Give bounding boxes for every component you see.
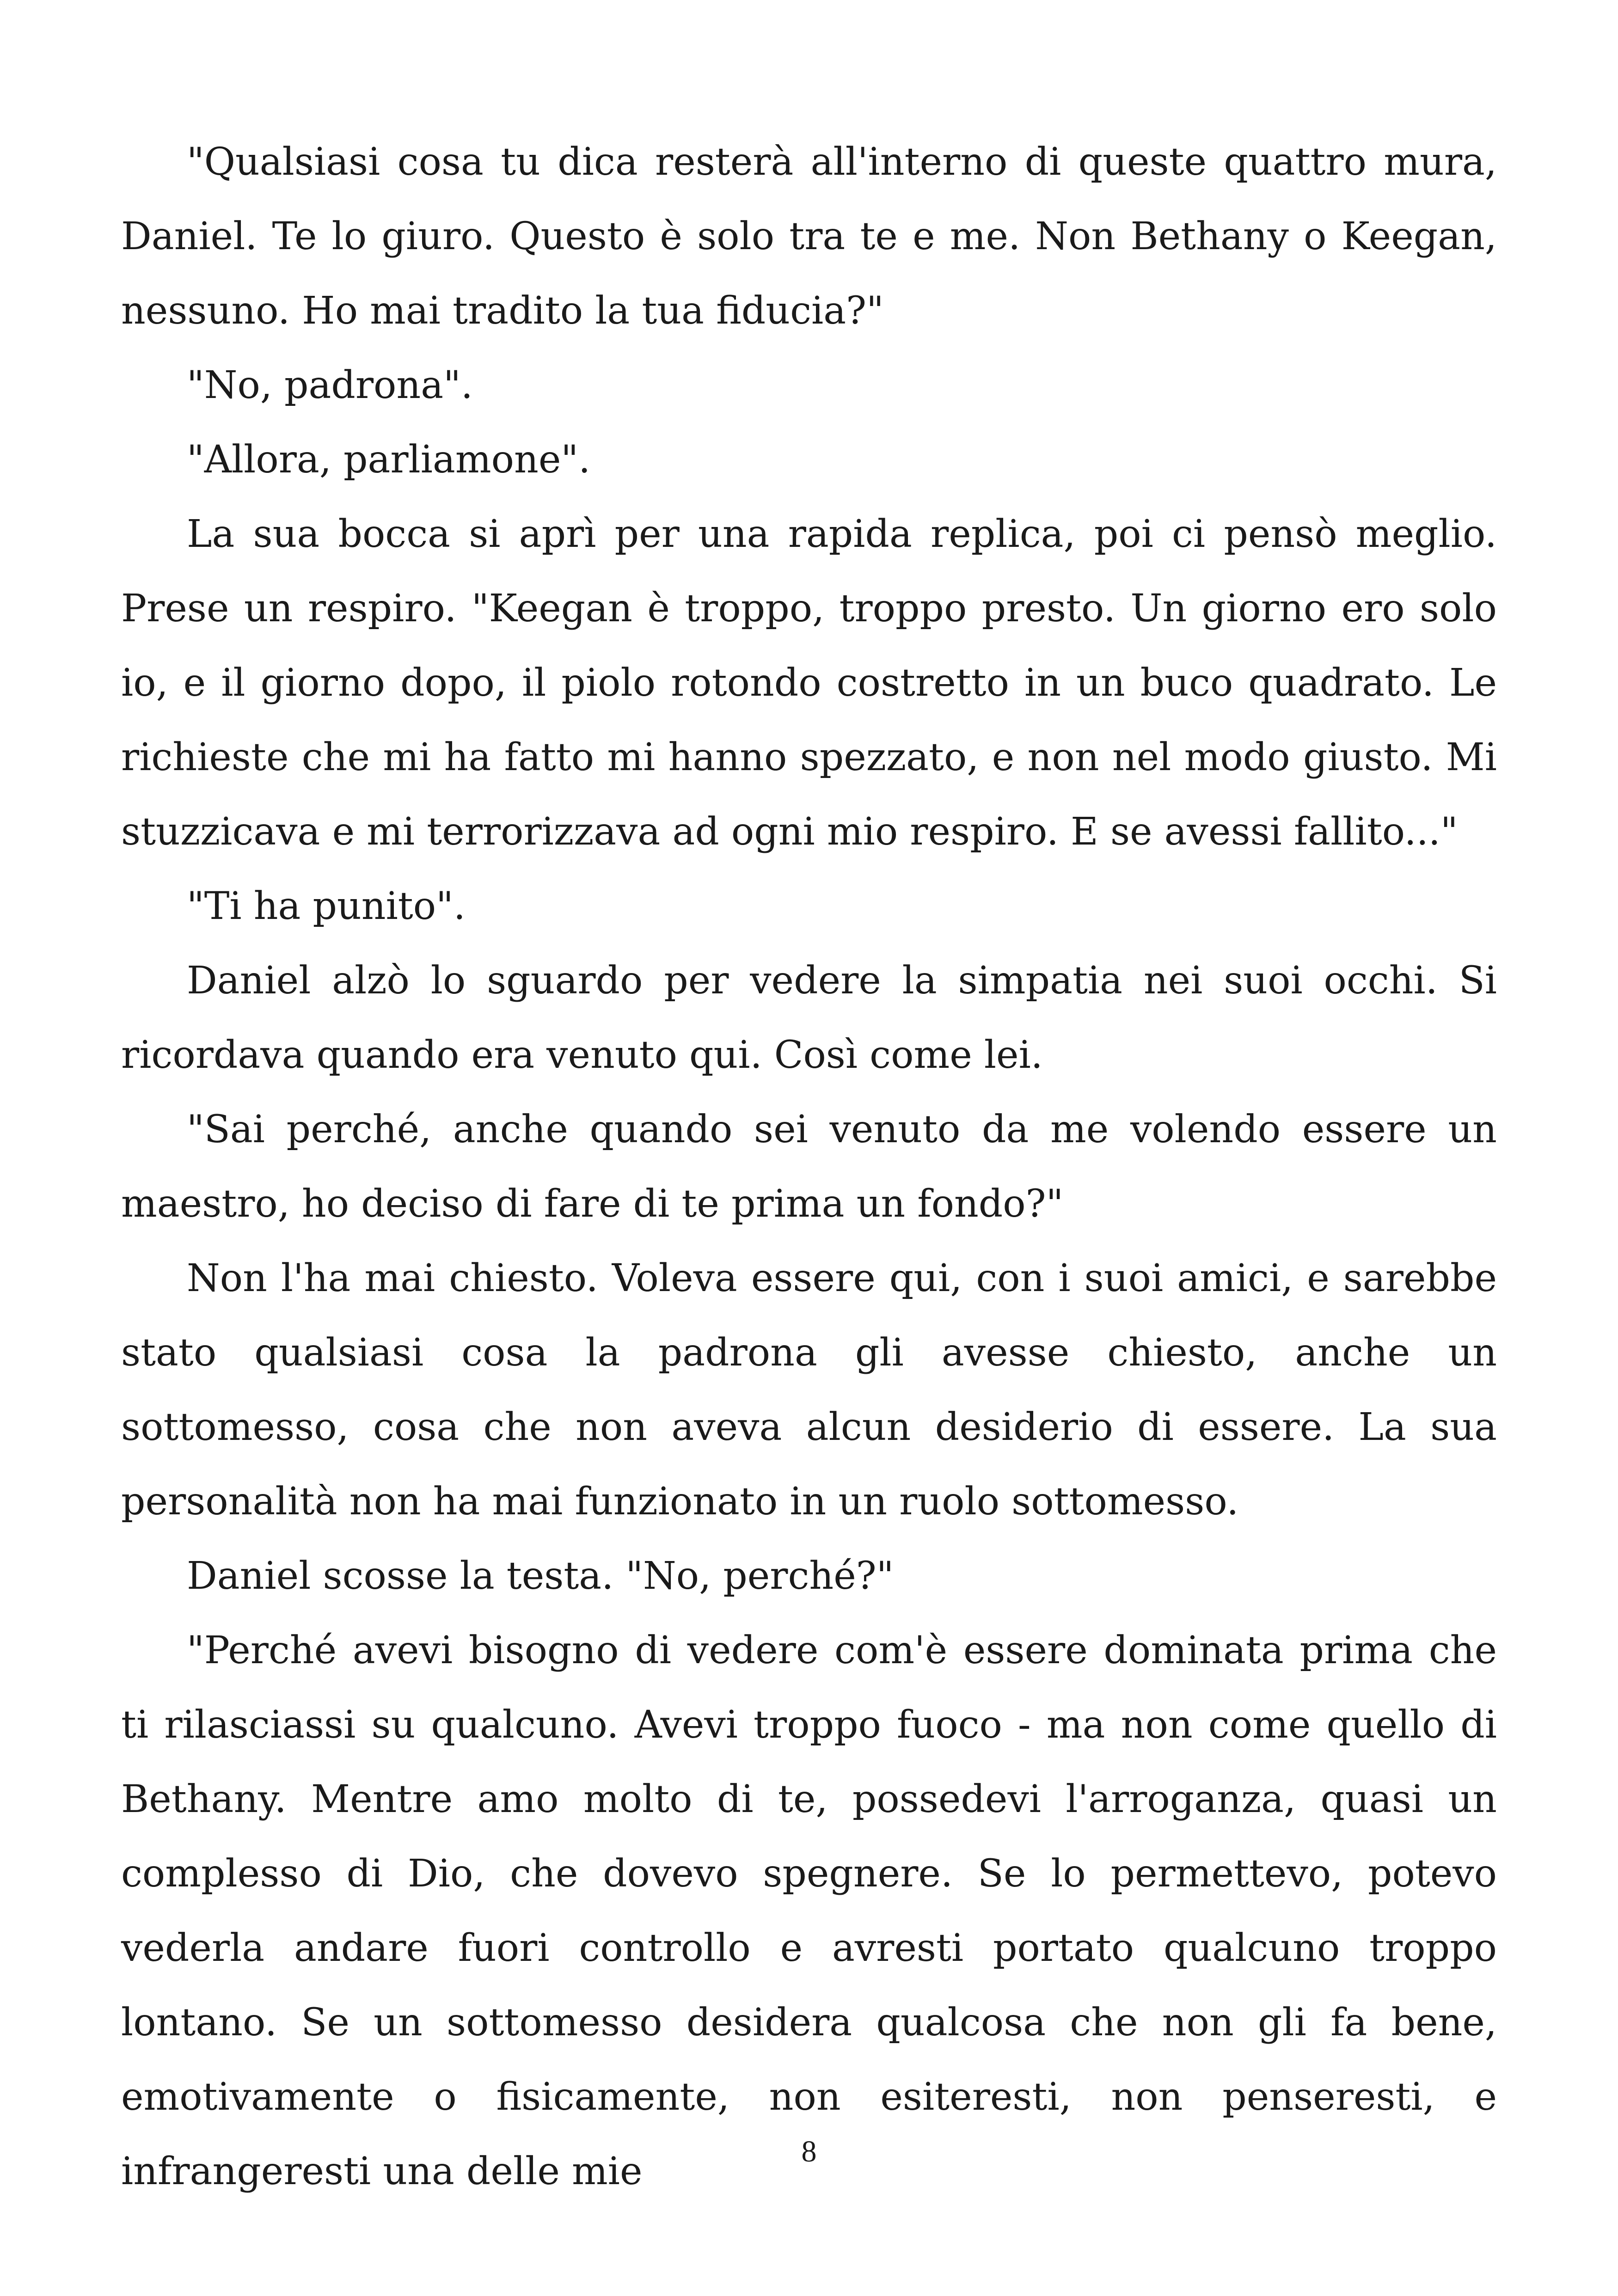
paragraph: Daniel alzò lo sguardo per vedere la simpatia nei suoi occhi. Si ricordava quando era venuto qui. Così come lei.: [121, 959, 1497, 1077]
paragraph: "Allora, parliamone".: [187, 438, 591, 482]
paragraph: Non l'ha mai chiesto. Voleva essere qui, con i suoi amici, e sarebbe stato qualsiasi cosa la padrona gli avesse chiesto, anche un sottomesso, cosa che non aveva alcun desiderio di essere. La sua personalità non ha mai funzionato in un ruolo sottomesso.: [121, 1256, 1497, 1524]
paragraph: "No, padrona".: [187, 363, 473, 407]
paragraph: "Ti ha punito".: [187, 884, 466, 928]
paragraph: La sua bocca si aprì per una rapida replica, poi ci pensò meglio. Prese un respiro. "Keegan è troppo, troppo presto. Un giorno ero solo io, e il giorno dopo, il piolo rotondo costretto in un buco quadrato. Le richieste che mi ha fatto mi hanno spezzato, e non nel modo giusto. Mi stuzzicava e mi terrorizzava ad ogni mio respiro. E se avessi fallito...": [121, 512, 1497, 854]
paragraph: Daniel scosse la testa. "No, perché?": [187, 1554, 894, 1598]
page-number: 8: [801, 2135, 817, 2168]
body-text: [121, 125, 1497, 2209]
paragraph: "Qualsiasi cosa tu dica resterà all'interno di queste quattro mura, Daniel. Te lo giuro. Questo è solo tra te e me. Non Bethany o Keegan, nessuno. Ho mai tradito la tua fiducia?": [121, 140, 1497, 333]
paragraph: "Perché avevi bisogno di vedere com'è essere dominata prima che ti rilasciassi su qualcuno. Avevi troppo fuoco - ma non come quello di Bethany. Mentre amo molto di te, possedevi l'arroganza, quasi un complesso di Dio, che dovevo spegnere. Se lo permettevo, potevo vederla andare fuori controllo e avresti portato qualcuno troppo lontano. Se un sottomesso desidera qualcosa che non gli fa bene, emotivamente o fisicamente, non esiteresti, non penseresti, e infrangeresti una delle mie: [121, 1629, 1497, 2193]
paragraph: "Sai perché, anche quando sei venuto da me volendo essere un maestro, ho deciso di fare di te prima un fondo?": [121, 1108, 1497, 1226]
